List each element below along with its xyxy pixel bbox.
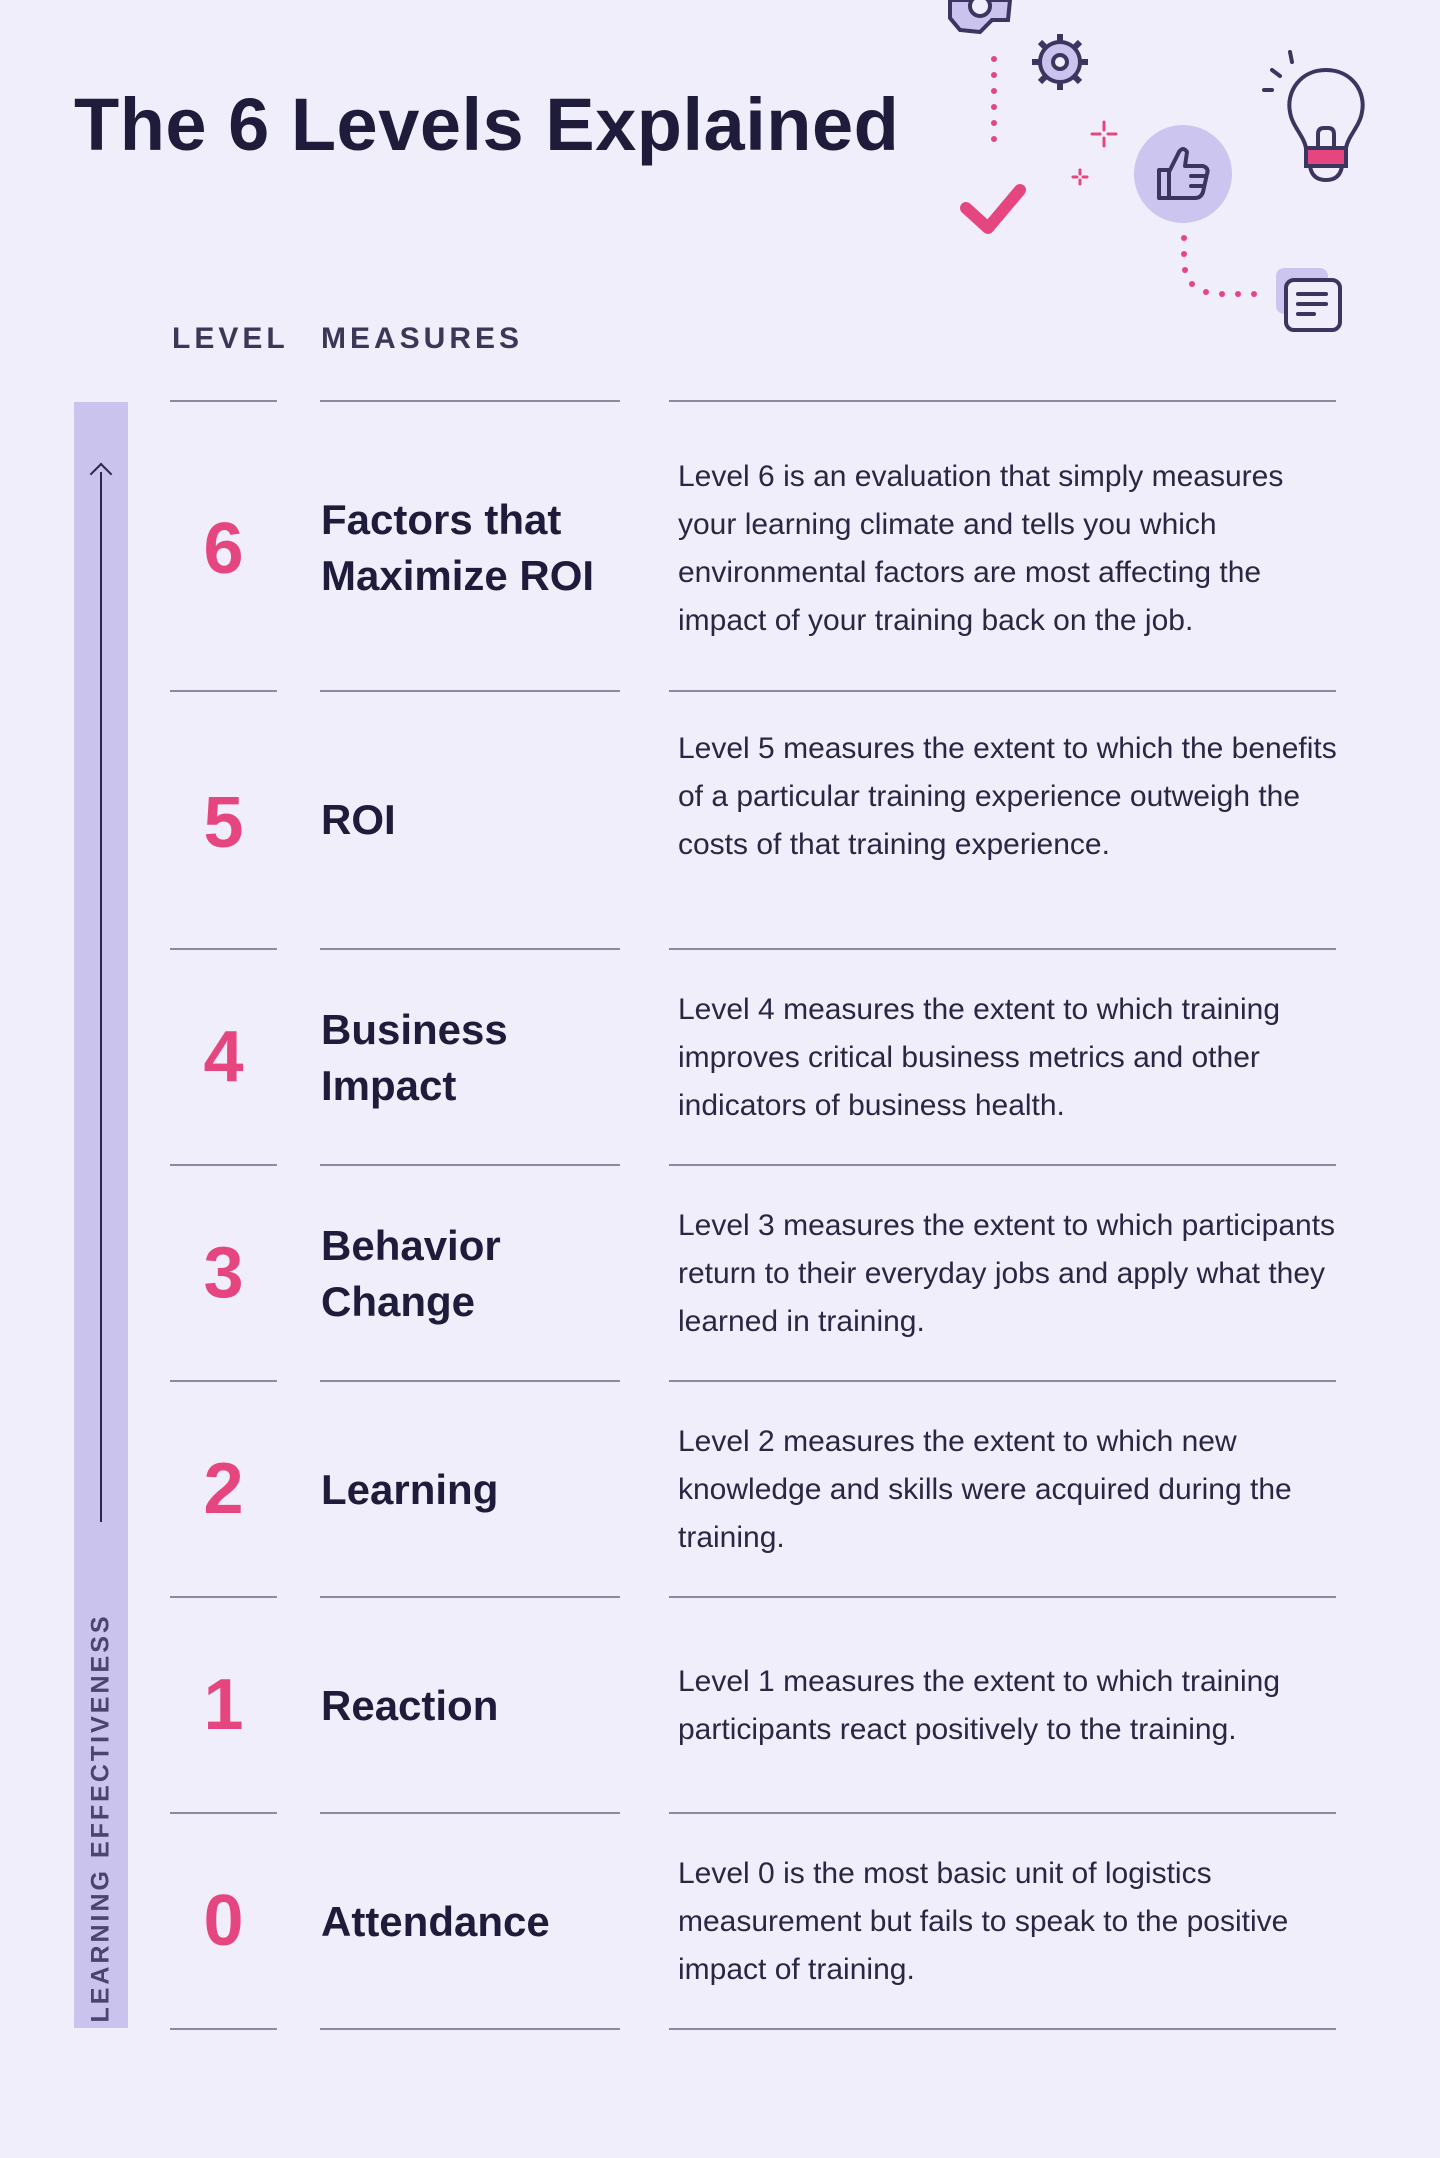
divider bbox=[170, 948, 277, 950]
divider bbox=[320, 690, 620, 692]
page-title: The 6 Levels Explained bbox=[74, 83, 900, 166]
divider bbox=[170, 2028, 277, 2030]
level-number: 2 bbox=[203, 1449, 244, 1529]
divider bbox=[669, 1380, 1336, 1382]
sidebar-label: LEARNING EFFECTIVENESS bbox=[86, 1613, 115, 2023]
divider bbox=[320, 400, 620, 402]
divider bbox=[320, 2028, 620, 2030]
level-column-header: LEVEL bbox=[172, 322, 289, 355]
measure-description: Level 1 measures the extent to which training participants react positively to the training. bbox=[678, 1665, 1281, 1746]
check-icon bbox=[958, 180, 1028, 240]
divider bbox=[320, 948, 620, 950]
measure-description: Level 4 measures the extent to which training improves critical business metrics and other indicators of business health. bbox=[678, 993, 1281, 1122]
divider bbox=[170, 1812, 277, 1814]
dotted-line-decoration bbox=[985, 55, 1005, 175]
gears-icon bbox=[930, 0, 1100, 100]
divider bbox=[669, 1812, 1336, 1814]
measure-description: Level 0 is the most basic unit of logistics measurement but fails to speak to the positive impact of training. bbox=[678, 1857, 1289, 1986]
level-number: 6 bbox=[203, 509, 244, 589]
divider bbox=[170, 1380, 277, 1382]
lightbulb-icon bbox=[1260, 48, 1380, 198]
divider bbox=[669, 1596, 1336, 1598]
measure-name: Attendance bbox=[321, 1898, 550, 1945]
measures-column-header: MEASURES bbox=[321, 322, 524, 355]
measure-description: Level 5 measures the extent to which the benefits of a particular training experience outweigh the costs of that training experience. bbox=[678, 732, 1337, 861]
measure-name: Business Impact bbox=[321, 1006, 508, 1109]
measure-description: Level 2 measures the extent to which new knowledge and skills were acquired during the training. bbox=[678, 1425, 1292, 1554]
measure-name: Reaction bbox=[321, 1682, 499, 1729]
divider bbox=[669, 1164, 1336, 1166]
divider bbox=[669, 690, 1336, 692]
divider bbox=[170, 400, 277, 402]
divider bbox=[320, 1596, 620, 1598]
divider bbox=[170, 1164, 277, 1166]
level-number: 1 bbox=[203, 1665, 244, 1745]
level-number: 3 bbox=[203, 1233, 244, 1313]
level-number: 4 bbox=[203, 1017, 244, 1097]
learning-effectiveness-sidebar bbox=[74, 402, 128, 2028]
measure-name: Learning bbox=[321, 1466, 499, 1513]
measure-name: Behavior Change bbox=[321, 1222, 501, 1325]
measure-name: Factors that Maximize ROI bbox=[321, 496, 595, 599]
measure-description: Level 6 is an evaluation that simply measures your learning climate and tells you which environmental factors are most affecting the impact of your training back on the job. bbox=[678, 460, 1284, 637]
divider bbox=[320, 1812, 620, 1814]
divider bbox=[669, 948, 1336, 950]
divider bbox=[669, 2028, 1336, 2030]
sparkle-icon bbox=[1070, 118, 1130, 188]
divider bbox=[320, 1164, 620, 1166]
measure-description: Level 3 measures the extent to which participants return to their everyday jobs and apply what they learned in training. bbox=[678, 1209, 1336, 1338]
divider bbox=[170, 1596, 277, 1598]
divider bbox=[170, 690, 277, 692]
dotted-curve-decoration bbox=[1172, 232, 1262, 322]
level-number: 0 bbox=[203, 1881, 244, 1961]
measure-name: ROI bbox=[321, 796, 396, 843]
divider bbox=[320, 1380, 620, 1382]
thumbs-up-icon bbox=[1133, 124, 1233, 224]
level-number: 5 bbox=[203, 783, 244, 863]
arrow-line bbox=[100, 472, 102, 1522]
document-icon bbox=[1272, 264, 1346, 338]
divider bbox=[669, 400, 1336, 402]
